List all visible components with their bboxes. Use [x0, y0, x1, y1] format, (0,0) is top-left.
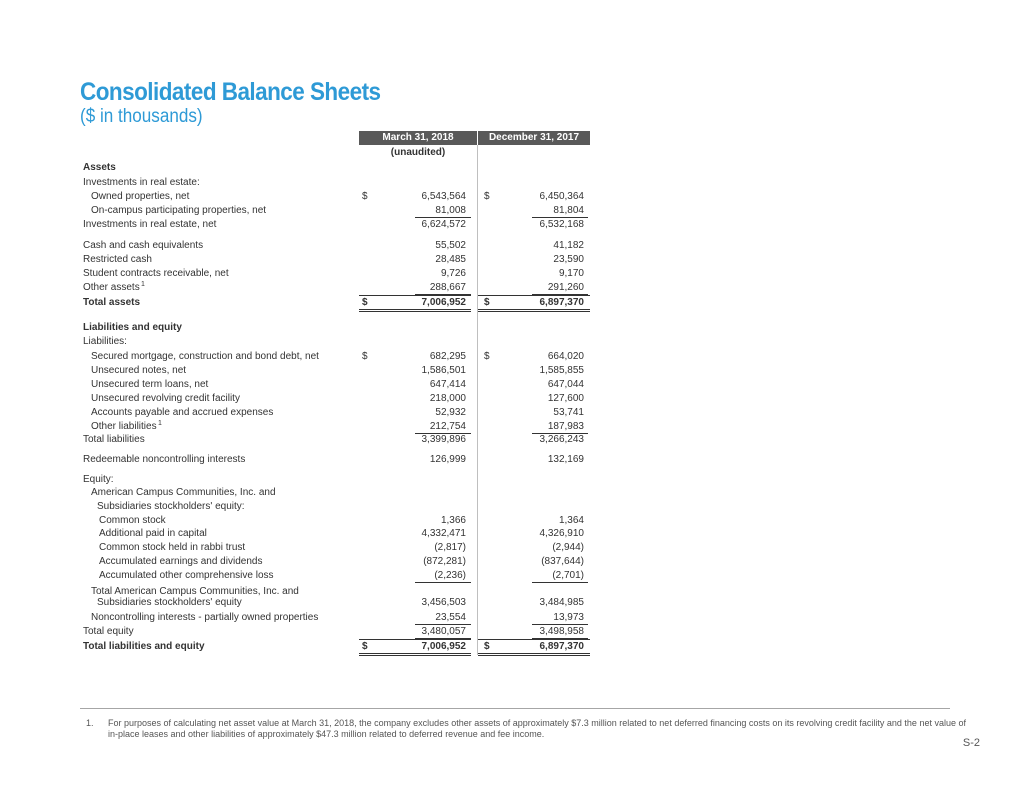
row-label: Accumulated earnings and dividends — [99, 556, 263, 567]
row-label: Subsidiaries stockholders' equity — [97, 597, 242, 608]
table-row — [0, 500, 600, 514]
column-header-december-2017: December 31, 2017 — [478, 131, 590, 145]
value-march-2018: (2,817) — [434, 542, 466, 553]
value-march-2018: 3,399,896 — [421, 434, 466, 445]
row-label: Total assets — [83, 297, 141, 308]
table-row — [0, 176, 600, 190]
table-row — [0, 569, 600, 583]
row-label: Investments in real estate: — [83, 177, 200, 188]
table-row — [0, 253, 600, 267]
page-title: Consolidated Balance Sheets — [80, 78, 381, 106]
table-row — [0, 281, 600, 295]
table-row — [0, 296, 600, 310]
value-december-2017: 291,260 — [547, 282, 584, 293]
value-march-2018: 682,295 — [429, 351, 466, 362]
value-december-2017: 6,450,364 — [539, 191, 584, 202]
row-label: Unsecured notes, net — [91, 365, 187, 376]
value-december-2017: 3,266,243 — [539, 434, 584, 445]
total-top-rule — [359, 639, 471, 640]
table-row — [0, 406, 600, 420]
table-row — [0, 392, 600, 406]
table-row — [0, 378, 600, 392]
row-label: Equity: — [83, 474, 114, 485]
table-row — [0, 433, 600, 447]
total-double-rule — [359, 653, 471, 656]
row-label: Unsecured term loans, net — [91, 379, 209, 390]
row-label: Common stock held in rabbi trust — [99, 542, 246, 553]
value-december-2017: 1,585,855 — [539, 365, 584, 376]
row-label: Owned properties, net — [91, 191, 190, 202]
page-number: S-2 — [962, 737, 980, 749]
table-row — [0, 453, 600, 467]
value-march-2018: 212,754 — [429, 421, 466, 432]
total-double-rule — [478, 653, 590, 656]
value-march-2018: 647,414 — [429, 379, 466, 390]
table-row — [0, 218, 600, 232]
row-label: Total equity — [83, 626, 134, 637]
table-row — [0, 321, 600, 335]
total-double-rule — [359, 309, 471, 312]
row-label: Liabilities and equity — [83, 322, 182, 333]
footnote-divider — [80, 708, 950, 709]
table-row — [0, 486, 600, 500]
unaudited-label: (unaudited) — [390, 147, 446, 158]
row-label: Unsecured revolving credit facility — [91, 393, 240, 404]
value-december-2017: 53,741 — [553, 407, 584, 418]
row-label: Liabilities: — [83, 336, 127, 347]
table-row — [0, 640, 600, 654]
value-december-2017: 132,169 — [547, 454, 584, 465]
row-label: Investments in real estate, net — [83, 219, 217, 230]
value-december-2017: 647,044 — [547, 379, 584, 390]
table-row — [0, 527, 600, 541]
value-december-2017: 3,484,985 — [539, 597, 584, 608]
value-march-2018: 55,502 — [435, 240, 466, 251]
value-march-2018: 288,667 — [429, 282, 466, 293]
column-header-march-2018: March 31, 2018 — [359, 131, 477, 145]
table-row — [0, 335, 600, 349]
dollar-sign: $ — [362, 351, 368, 362]
total-top-rule — [478, 295, 590, 296]
value-march-2018: 28,485 — [435, 254, 466, 265]
row-label: Redeemable noncontrolling interests — [83, 454, 246, 465]
value-march-2018: 1,586,501 — [421, 365, 466, 376]
value-december-2017: 23,590 — [553, 254, 584, 265]
total-top-rule — [478, 639, 590, 640]
value-december-2017: 81,804 — [553, 205, 584, 216]
row-label: Cash and cash equivalents — [83, 240, 204, 251]
dollar-sign: $ — [362, 191, 368, 202]
footnote-marker: 1 — [158, 420, 162, 427]
table-row — [0, 473, 600, 487]
value-march-2018: 7,006,952 — [421, 641, 466, 652]
page-subtitle: ($ in thousands) — [80, 106, 203, 127]
row-label: On-campus participating properties, net — [91, 205, 267, 216]
row-label: Noncontrolling interests - partially owned properties — [91, 612, 319, 623]
value-december-2017: 3,498,958 — [539, 626, 584, 637]
value-december-2017: (2,701) — [552, 570, 584, 581]
table-row — [0, 161, 600, 175]
row-label: Restricted cash — [83, 254, 152, 265]
dollar-sign: $ — [362, 641, 368, 652]
table-row — [0, 350, 600, 364]
value-march-2018: 23,554 — [435, 612, 466, 623]
value-december-2017: 6,897,370 — [539, 641, 584, 652]
dollar-sign: $ — [362, 297, 368, 308]
table-row — [0, 611, 600, 625]
value-march-2018: 7,006,952 — [421, 297, 466, 308]
row-label: Other liabilities — [91, 421, 157, 432]
row-label: Student contracts receivable, net — [83, 268, 229, 279]
value-march-2018: 3,480,057 — [421, 626, 466, 637]
total-top-rule — [359, 295, 471, 296]
total-rule — [415, 582, 471, 583]
row-label: Subsidiaries stockholders' equity: — [97, 501, 245, 512]
dollar-sign: $ — [484, 641, 490, 652]
value-december-2017: (2,944) — [552, 542, 584, 553]
value-march-2018: 9,726 — [440, 268, 466, 279]
table-row — [0, 625, 600, 639]
dollar-sign: $ — [484, 351, 490, 362]
value-december-2017: 13,973 — [553, 612, 584, 623]
table-row — [0, 555, 600, 569]
footnote-text: For purposes of calculating net asset value at March 31, 2018, the company excludes other assets of approximately $7.3 million related to net deferred financing costs on its revolving credit facility and the net value of in-place leases and other liabilities of approximately $47.3 million related to deferred revenue and fee income. — [108, 718, 966, 739]
value-december-2017: 1,364 — [558, 515, 584, 526]
value-december-2017: 664,020 — [547, 351, 584, 362]
row-label: Total liabilities and equity — [83, 641, 205, 652]
row-label: Common stock — [99, 515, 166, 526]
value-march-2018: 52,932 — [435, 407, 466, 418]
table-row — [0, 514, 600, 528]
value-march-2018: 81,008 — [435, 205, 466, 216]
value-december-2017: 4,326,910 — [539, 528, 584, 539]
value-march-2018: 218,000 — [429, 393, 466, 404]
value-march-2018: 6,624,572 — [421, 219, 466, 230]
table-row — [0, 190, 600, 204]
row-label: Assets — [83, 162, 116, 173]
dollar-sign: $ — [484, 297, 490, 308]
dollar-sign: $ — [484, 191, 490, 202]
table-row — [0, 364, 600, 378]
table-row — [0, 204, 600, 218]
value-december-2017: 127,600 — [547, 393, 584, 404]
row-label: Additional paid in capital — [99, 528, 207, 539]
value-march-2018: 6,543,564 — [421, 191, 466, 202]
value-december-2017: (837,644) — [541, 556, 584, 567]
footnote-marker: 1 — [141, 281, 145, 288]
footnote-number: 1. — [86, 718, 94, 728]
table-row — [0, 420, 600, 434]
value-december-2017: 187,983 — [547, 421, 584, 432]
value-december-2017: 6,897,370 — [539, 297, 584, 308]
total-rule — [532, 582, 588, 583]
value-march-2018: 4,332,471 — [421, 528, 466, 539]
value-december-2017: 6,532,168 — [539, 219, 584, 230]
table-row — [0, 239, 600, 253]
table-row — [0, 267, 600, 281]
row-label: Secured mortgage, construction and bond debt, net — [91, 351, 319, 362]
row-label: Total American Campus Communities, Inc. and — [91, 586, 299, 597]
row-label: Other assets — [83, 282, 140, 293]
table-row — [0, 596, 600, 610]
value-march-2018: 1,366 — [440, 515, 466, 526]
row-label: Total liabilities — [83, 434, 145, 445]
row-label: Accounts payable and accrued expenses — [91, 407, 274, 418]
row-label: Accumulated other comprehensive loss — [99, 570, 274, 581]
value-march-2018: (872,281) — [423, 556, 466, 567]
value-march-2018: (2,236) — [434, 570, 466, 581]
row-label: American Campus Communities, Inc. and — [91, 487, 276, 498]
value-march-2018: 126,999 — [429, 454, 466, 465]
value-march-2018: 3,456,503 — [421, 597, 466, 608]
total-double-rule — [478, 309, 590, 312]
value-december-2017: 41,182 — [553, 240, 584, 251]
table-row — [0, 541, 600, 555]
value-december-2017: 9,170 — [558, 268, 584, 279]
